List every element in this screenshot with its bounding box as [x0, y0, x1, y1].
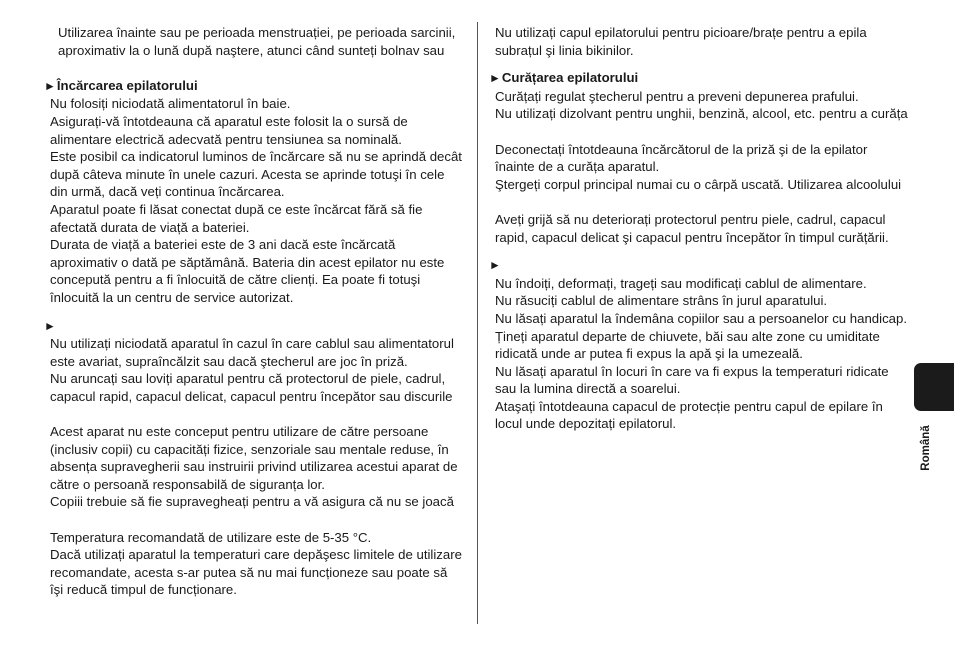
text-line: Utilizarea înainte sau pe perioada menstruației, pe perioada sarcinii,	[58, 25, 456, 40]
text-line: (inclusiv copii) cu capacități fizice, senzoriale sau mentale reduse, în	[50, 441, 449, 457]
left-column	[44, 24, 475, 599]
text-line: Dacă utilizați aparatul la temperaturi care depăşesc limitele de utilizare	[50, 547, 462, 563]
text-line: Deconectați întotdeauna încărcătorul de la priză şi de la epilator	[495, 141, 868, 157]
column-divider	[477, 22, 478, 624]
cleaning-section-a	[495, 88, 925, 123]
warning-section-a	[50, 335, 475, 405]
text-line: Nu îndoiți, deformați, trageți sau modificați cablul de alimentare.	[495, 275, 867, 291]
text-line: Nu utilizați dizolvant pentru unghii, benzină, alcool, etc. pentru a curăța	[495, 106, 908, 122]
text-line: locul unde depozitați epilatorul.	[495, 416, 677, 432]
charging-section	[50, 95, 475, 306]
arrow-right-icon: ►	[489, 258, 501, 273]
text-line: este avariat, supraîncălzit sau dacă ştecherul are joc în priză.	[50, 353, 408, 369]
text-line: ridicată unde ar putea fi expus la apă şi la umezeală.	[495, 346, 803, 362]
cable-section	[495, 275, 925, 433]
text-line: Temperatura recomandată de utilizare este de 5-35 °C.	[50, 529, 372, 545]
text-line: Nu aruncați sau loviți aparatul pentru că protectorul de piele, cadrul,	[50, 371, 446, 387]
text-line: Copiii trebuie să fie supravegheați pentru a vă asigura că nu se joacă	[50, 494, 454, 510]
text-line: aproximativ la o lună după naştere, atunci când sunteți bolnav sau	[58, 42, 445, 58]
cleaning-section-b	[495, 141, 925, 194]
warning-section-c	[50, 529, 475, 599]
text-line: Nu lăsați aparatul la îndemâna copiilor sau a persoanelor cu handicap.	[495, 310, 907, 326]
text-line: Țineți aparatul departe de chiuvete, băi sau alte zone cu umiditate	[495, 328, 880, 344]
text-line: afectată durata de viață a bateriei.	[50, 219, 250, 235]
text-line: Ştergeți corpul principal numai cu o cârpă uscată. Utilizarea alcoolului	[495, 176, 902, 192]
text-line: rapid, capacul delicat şi capacul pentru începător în timpul curățării.	[495, 229, 889, 245]
text-line: Aveți grijă să nu deteriorați protectorul pentru piele, cadrul, capacul	[495, 211, 886, 227]
right-column	[489, 24, 925, 433]
charging-heading: ►Încărcarea epilatorului	[44, 77, 198, 93]
text-line: subrațul şi linia bikinilor.	[495, 42, 634, 58]
cleaning-heading: ►Curățarea epilatorului	[489, 70, 639, 86]
warning-heading	[44, 317, 475, 336]
text-line: din urmă, dacă veți continua încărcarea.	[50, 184, 285, 200]
text-line: Asigurați-vă întotdeauna că aparatul este folosit la o sursă de	[50, 113, 408, 129]
text-line: Nu folosiți niciodată alimentatorul în baie.	[50, 96, 291, 112]
arrow-right-icon: ►	[44, 78, 56, 93]
cleaning-section-c	[495, 211, 925, 246]
cable-heading	[489, 256, 925, 275]
text-line: sau la lumina directă a soarelui.	[495, 381, 681, 397]
text-line: aproximativ o dată pe săptămână. Bateria din acest epilator nu este	[50, 254, 445, 270]
language-label: Română	[920, 425, 932, 471]
text-line: Nu utilizați capul epilatorului pentru picioare/brațe pentru a epila	[495, 25, 867, 40]
warning-section-b	[50, 423, 475, 511]
text-line: Acest aparat nu este conceput pentru utilizare de către persoane	[50, 424, 429, 440]
text-line: recomandate, acesta s-ar putea să nu mai funcționeze sau poate să	[50, 564, 448, 580]
text-line: Nu lăsați aparatul în locuri în care va fi expus la temperaturi ridicate	[495, 363, 889, 379]
text-line: înlocuită la un centru de service autorizat.	[50, 289, 294, 305]
arrow-right-icon: ►	[489, 71, 501, 86]
text-line: către o persoană responsabilă de siguranța lor.	[50, 476, 325, 492]
text-line: alimentare electrică adecvată pentru tensiunea sa nominală.	[50, 131, 402, 147]
arrow-right-icon: ►	[44, 318, 56, 333]
text-line: capacul rapid, capacul delicat, capacul pentru începător sau discurile	[50, 388, 453, 404]
text-line: Ataşați întotdeauna capacul de protecție pentru capul de epilare în	[495, 398, 883, 414]
text-line: Nu răsuciți cablul de alimentare strâns în jurul aparatului.	[495, 293, 828, 309]
text-line: Curățați regulat ştecherul pentru a preveni depunerea prafului.	[495, 88, 859, 104]
text-line: Durata de viață a bateriei este de 3 ani dacă este încărcată	[50, 237, 396, 253]
right-intro	[495, 24, 925, 59]
text-line: Este posibil ca indicatorul luminos de încărcare să nu se aprindă decât	[50, 149, 462, 165]
text-line: Aparatul poate fi lăsat conectat după ce este încărcat fără să fie	[50, 201, 423, 217]
text-line: înainte de a curăța aparatul.	[495, 159, 660, 175]
text-line: Nu utilizați niciodată aparatul în cazul în care cablul sau alimentatorul	[50, 336, 454, 352]
left-intro	[50, 24, 475, 59]
text-line: îşi reducă timpul de funcționare.	[50, 582, 237, 598]
text-line: absența supravegherii sau instruirii privind utilizarea acestui aparat de	[50, 459, 458, 475]
language-tab	[914, 363, 954, 411]
text-line: după câteva minute în unele cazuri. Acesta se aprinde totuşi în cele	[50, 166, 445, 182]
text-line: concepută pentru a fi înlocuită de către clienți. Ea poate fi totuşi	[50, 272, 421, 288]
